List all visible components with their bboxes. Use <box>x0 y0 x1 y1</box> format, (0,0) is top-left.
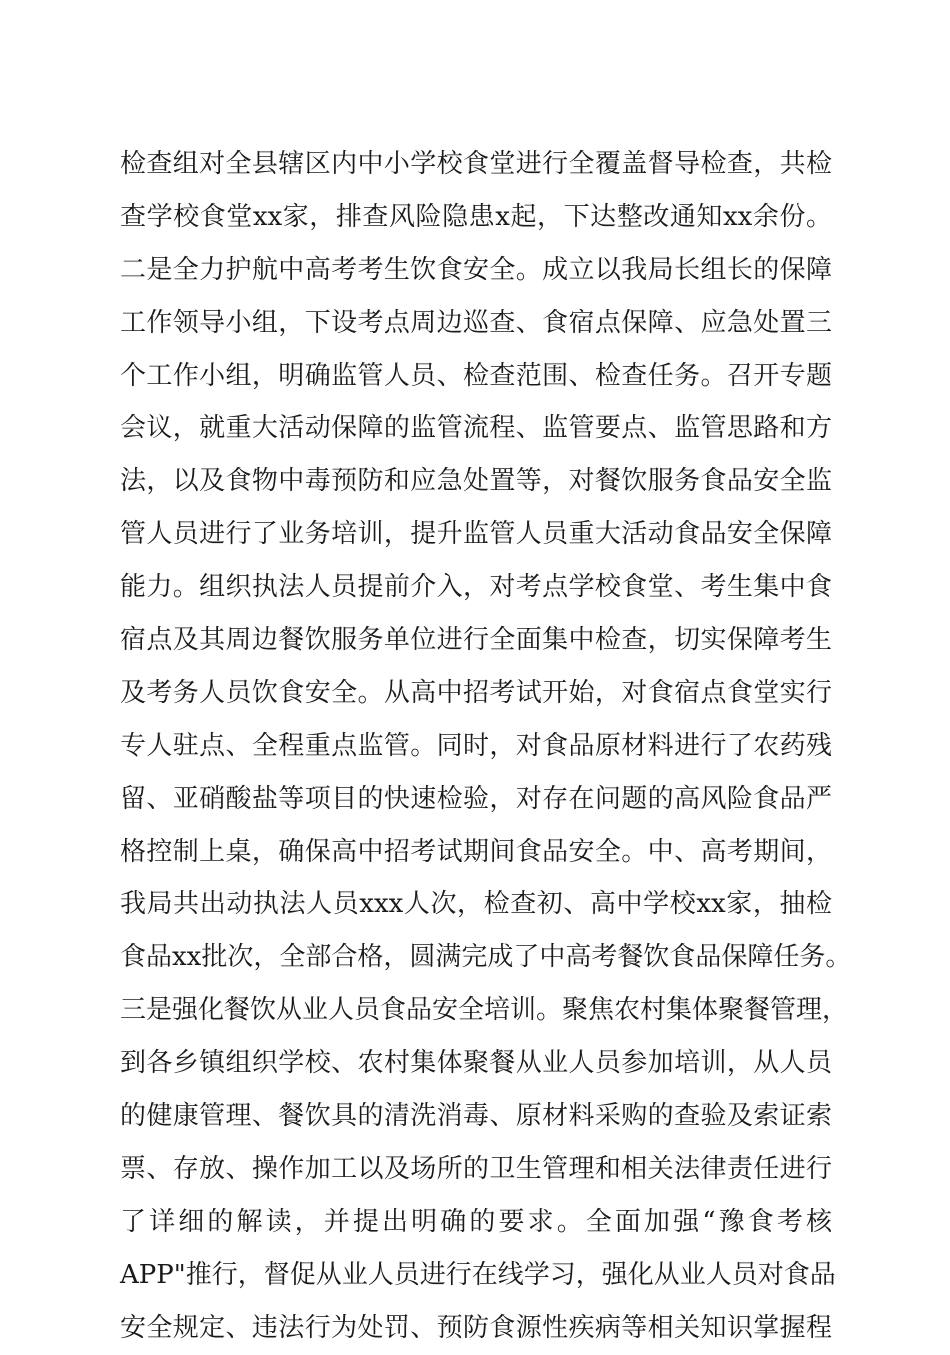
text-line: 我局共出动执法人员xxx人次，检查初、高中学校xx家，抽检 <box>120 889 832 920</box>
text-line: 检查组对全县辖区内中小学校食堂进行全覆盖督导检查，共检 <box>120 149 832 179</box>
text-line: 二是全力护航中高考考生饮食安全。成立以我局长组长的保障 <box>120 254 832 285</box>
text-line: 专人驻点、全程重点监管。同时，对食品原材料进行了农药残 <box>120 730 832 761</box>
text-line: 及考务人员饮食安全。从高中招考试开始，对食宿点食堂实行 <box>120 677 832 708</box>
text-line: 食品xx批次，全部合格，圆满完成了中高考餐饮食品保障任务。 <box>120 942 852 973</box>
text-line: 留、亚硝酸盐等项目的快速检验，对存在问题的高风险食品严 <box>120 783 832 814</box>
text-line: 到各乡镇组织学校、农村集体聚餐从业人员参加培训，从人员 <box>120 1048 832 1079</box>
text-line: 个工作小组，明确监管人员、检查范围、检查任务。召开专题 <box>120 360 832 391</box>
text-line: 三是强化餐饮从业人员食品安全培训。聚焦农村集体聚餐管理， <box>120 995 849 1026</box>
text-line: 会议，就重大活动保障的监管流程、监管要点、监管思路和方 <box>120 413 832 444</box>
text-line: APP"推行，督促从业人员进行在线学习，强化从业人员对食品 <box>120 1259 836 1290</box>
text-line: 格控制上桌，确保高中招考试期间食品安全。中、高考期间， <box>120 836 832 867</box>
body-text <box>120 138 852 1354</box>
text-line: 工作领导小组，下设考点周边巡查、食宿点保障、应急处置三 <box>120 307 832 338</box>
text-line: 了详细的解读，并提出明确的要求。全面加强“豫食考核 <box>120 1206 832 1237</box>
text-line: 的健康管理、餐饮具的清洗消毒、原材料采购的查验及索证索 <box>120 1101 832 1132</box>
text-line: 管人员进行了业务培训，提升监管人员重大活动食品安全保障 <box>120 519 832 550</box>
text-line: 宿点及其周边餐饮服务单位进行全面集中检查，切实保障考生 <box>120 625 832 656</box>
text-line: 能力。组织执法人员提前介入，对考点学校食堂、考生集中食 <box>120 572 832 603</box>
text-line: 法，以及食物中毒预防和应急处置等，对餐饮服务食品安全监 <box>120 466 832 497</box>
text-line: 安全规定、违法行为处罚、预防食源性疾病等相关知识掌握程 <box>120 1312 832 1343</box>
text-line: 查学校食堂xx家，排查风险隐患x起，下达整改通知xx余份。 <box>120 201 832 232</box>
text-line: 票、存放、操作加工以及场所的卫生管理和相关法律责任进行 <box>120 1153 832 1184</box>
